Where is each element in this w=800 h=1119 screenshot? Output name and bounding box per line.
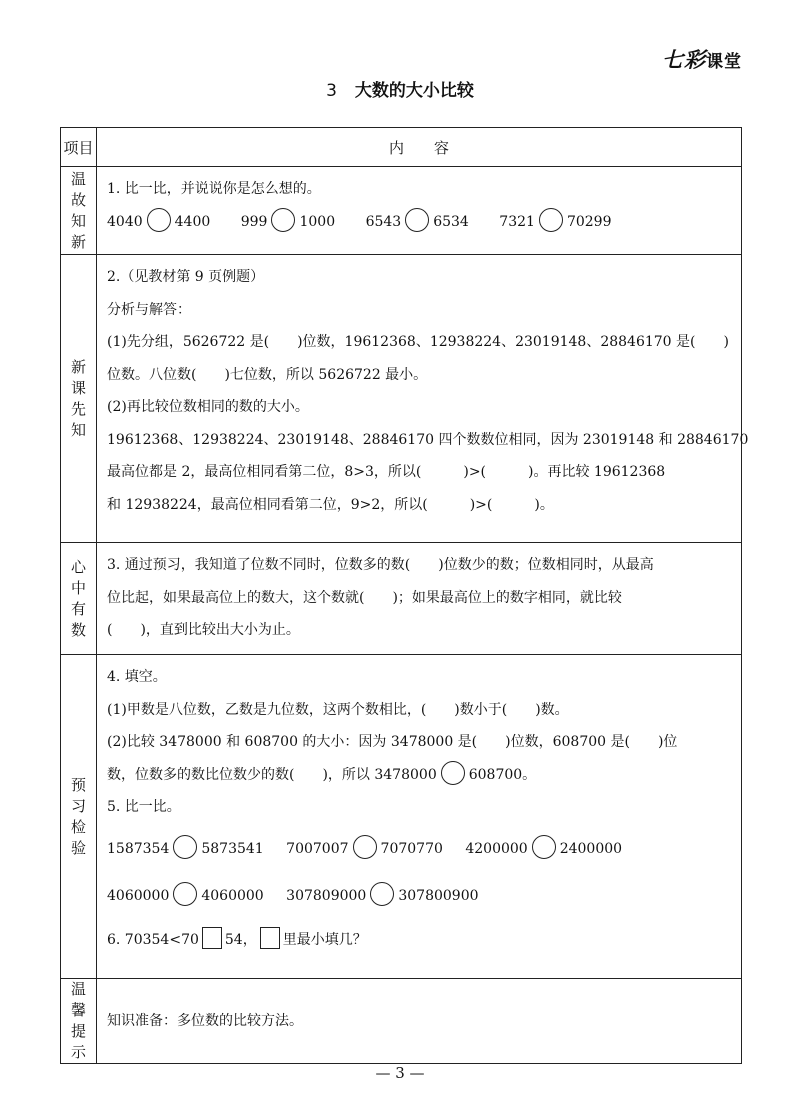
text-line: 位比起，如果最高位上的数大，这个数就( )；如果最高位上的数字相同，就比较: [107, 589, 622, 606]
text-line: 最高位都是 2，最高位相同看第二位，8>3，所以( )>( )。再比较 19612368: [107, 464, 666, 480]
brand-logo: [662, 44, 742, 74]
text-line: 3. 通过预习，我知道了位数不同时，位数多的数( )位数少的数；位数相同时，从最高: [107, 557, 654, 573]
compare-circle[interactable]: [173, 835, 197, 859]
compare-circle[interactable]: [271, 208, 295, 232]
brand-suffix: 课堂: [706, 52, 742, 72]
compare-circle[interactable]: [147, 208, 171, 232]
label-newlesson: 新课先知: [61, 255, 97, 543]
content-check: [97, 655, 742, 979]
page-title: [0, 76, 800, 101]
compare-circle[interactable]: [532, 835, 556, 859]
label-check: 预习检验: [61, 655, 97, 979]
row-mind: [61, 543, 742, 655]
tip-text: 知识准备：多位数的比较方法。: [107, 1012, 303, 1029]
text-line: 和 12938224，最高位相同看第二位，9>2，所以( )>( )。: [107, 496, 554, 513]
compare-row-3: 4060000 4060000 307809000 307800900: [107, 874, 731, 918]
label-mind: 心中有数: [61, 543, 97, 655]
row-newlesson: [61, 255, 742, 543]
question-6: 6. 70354<70 54， 里最小填几？: [107, 918, 731, 962]
content-review: [97, 167, 742, 255]
question-4-2: (2)比较 3478000 和 608700 的大小：因为 3478000 是( )位数，608700 是( )位: [107, 734, 678, 750]
compare-circle[interactable]: [353, 835, 377, 859]
question-4-1: (1)甲数是八位数，乙数是九位数，这两个数相比，( )数小于( )数。: [107, 701, 569, 718]
compare-row-1: 4040 4400 999 1000 6543 6534 7321 70299: [107, 206, 731, 239]
content-newlesson: [97, 255, 749, 543]
row-tip: [61, 979, 742, 1064]
compare-circle[interactable]: [173, 882, 197, 906]
row-check: [61, 655, 742, 979]
compare-circle[interactable]: [441, 761, 465, 785]
answer-box[interactable]: [202, 927, 222, 949]
page-number: — 3 —: [375, 1064, 425, 1082]
text-line: 分析与解答：: [107, 301, 191, 318]
content-mind: [97, 543, 742, 655]
text-line: 19612368、12938224、23019148、28846170 四个数数位相同，因为 23019148 和 28846170: [107, 431, 749, 448]
text-line: 2.（见教材第 9 页例题）: [107, 269, 265, 285]
compare-circle[interactable]: [405, 208, 429, 232]
compare-circle[interactable]: [370, 882, 394, 906]
question-5: 5. 比一比。: [107, 799, 181, 815]
header-item: 项目: [61, 128, 97, 167]
text-line: 位数。八位数( )七位数，所以 5626722 最小。: [107, 366, 428, 383]
header-row: [61, 128, 742, 167]
label-review: 温故知新: [61, 167, 97, 255]
answer-box-symbol: [260, 927, 280, 949]
text-line: ( )，直到比较出大小为止。: [107, 622, 300, 638]
header-content: 内 容: [97, 128, 742, 167]
text-line: (2)再比较位数相同的数的大小。: [107, 399, 309, 415]
content-tip: [97, 979, 742, 1064]
lesson-number: 3: [326, 81, 337, 101]
question-4-2-cont: 数，位数多的数比位数少的数( )，所以 3478000 608700。: [107, 759, 731, 792]
question-4: 4. 填空。: [107, 669, 167, 685]
text-line: (1)先分组，5626722 是( )位数，19612368、12938224、23019148、28846170 是( ): [107, 334, 729, 350]
question-1: 1. 比一比，并说说你是怎么想的。: [107, 181, 321, 197]
lesson-title: 大数的大小比较: [354, 81, 474, 101]
worksheet-table: [60, 127, 749, 1064]
compare-circle[interactable]: [539, 208, 563, 232]
row-review: [61, 167, 742, 255]
brand-logo-text: 七彩: [662, 48, 706, 72]
compare-row-2: 1587354 5873541 7007007 7070770 4200000 2400000: [107, 824, 731, 874]
label-tip: 温馨提示: [61, 979, 97, 1064]
